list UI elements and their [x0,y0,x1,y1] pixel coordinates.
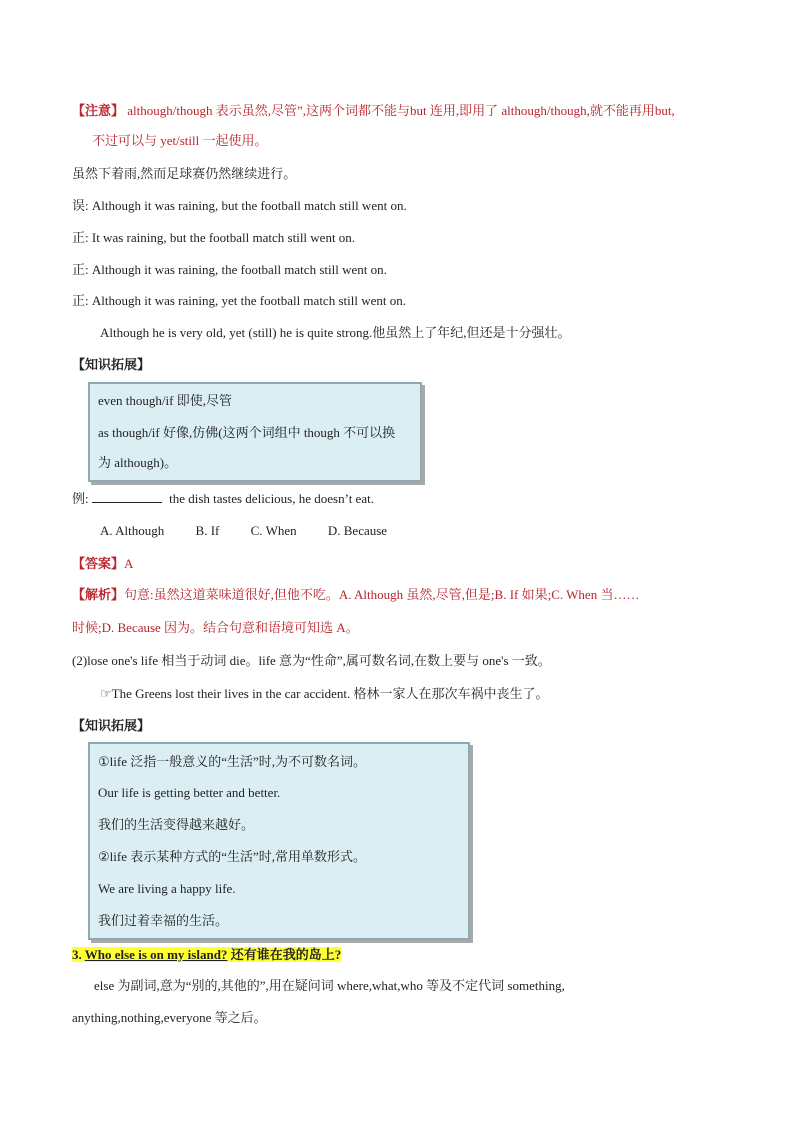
example-right-1: 正: It was raining, but the football match still went on. [72,230,356,245]
point3-chinese: 还有谁在我的岛上? [230,947,342,962]
answer-blank [92,490,162,503]
ext2-heading: 【知识拓展】 [72,718,151,733]
question-options [100,522,387,540]
point2-example: ☞The Greens lost their lives in the car accident. 格林一家人在那次车祸中丧生了。 [100,686,549,701]
option-d: D. Because [327,523,388,538]
ext2-line-4: ②life 表示某种方式的“生活”时,常用单数形式。 [98,849,367,864]
ext1-line-1: even though/if 即使,尽管 [98,393,232,408]
analysis-text-1: 句意:虽然这道菜味道很好,但他不吃。A. Although 虽然,尽管,但是;B. If 如果;C. When 当…… [124,587,640,602]
ext2-line-3: 我们的生活变得越来越好。 [98,817,255,832]
answer-line [72,555,133,573]
question-prefix: 例: [72,491,89,506]
question-stem-line [72,490,374,508]
point2-line-1: (2)lose one's life 相当于动词 die。life 意为“性命”,属可数名词,在数上要与 one's 一致。 [72,653,551,668]
ext1-line-2: as though/if 好像,仿佛(这两个词组中 though 不可以换 [98,425,396,440]
ext2-line-6: 我们过着幸福的生活。 [98,913,229,928]
option-a: A. Although [100,523,165,538]
option-b: B. If [195,523,220,538]
example-right-2: 正: Although it was raining, the football match still went on. [72,262,387,277]
point3-number: 3. [72,947,85,962]
point3-highlight [72,947,341,962]
point3-text-1: else 为副词,意为“别的,其他的”,用在疑问词 where,what,who 等及不定代词 something, [94,978,565,993]
point3-text-2: anything,nothing,everyone 等之后。 [72,1010,267,1025]
analysis-line-1 [72,586,639,604]
point3-heading [72,946,341,964]
answer-tag: 【答案】 [72,556,125,571]
question-stem: the dish tastes delicious, he doesn’t eat. [169,491,374,506]
ext1-line-3: 为 although)。 [98,455,178,470]
point3-english: Who else is on my island? [84,947,228,962]
note-text-1: although/though 表示虽然,尽管”,这两个词都不能与but 连用,即用了 although/though,就不能再用but, [127,103,675,118]
analysis-tag: 【解析】 [72,587,125,602]
ext1-heading: 【知识拓展】 [72,357,151,372]
ext2-line-1: ①life 泛指一般意义的“生活”时,为不可数名词。 [98,754,367,769]
ext2-box [88,742,470,940]
option-c: C. When [250,523,297,538]
example-wrong: 误: Although it was raining, but the football match still went on. [72,198,407,213]
ext2-line-2: Our life is getting better and better. [98,785,281,800]
answer-value: A [124,556,134,571]
note-text-2: 不过可以与 yet/still 一起使用。 [92,133,268,148]
note-line-1 [72,102,675,120]
note-tag: 【注意】 [72,103,125,118]
example-extra: Although he is very old, yet (still) he is quite strong.他虽然上了年纪,但还是十分强壮。 [100,325,571,340]
example-right-3: 正: Although it was raining, yet the football match still went on. [72,293,406,308]
example-intro: 虽然下着雨,然而足球赛仍然继续进行。 [72,166,297,181]
analysis-text-2: 时候;D. Because 因为。结合句意和语境可知选 A。 [72,620,359,635]
ext2-line-5: We are living a happy life. [98,881,236,896]
ext1-box [88,382,422,482]
